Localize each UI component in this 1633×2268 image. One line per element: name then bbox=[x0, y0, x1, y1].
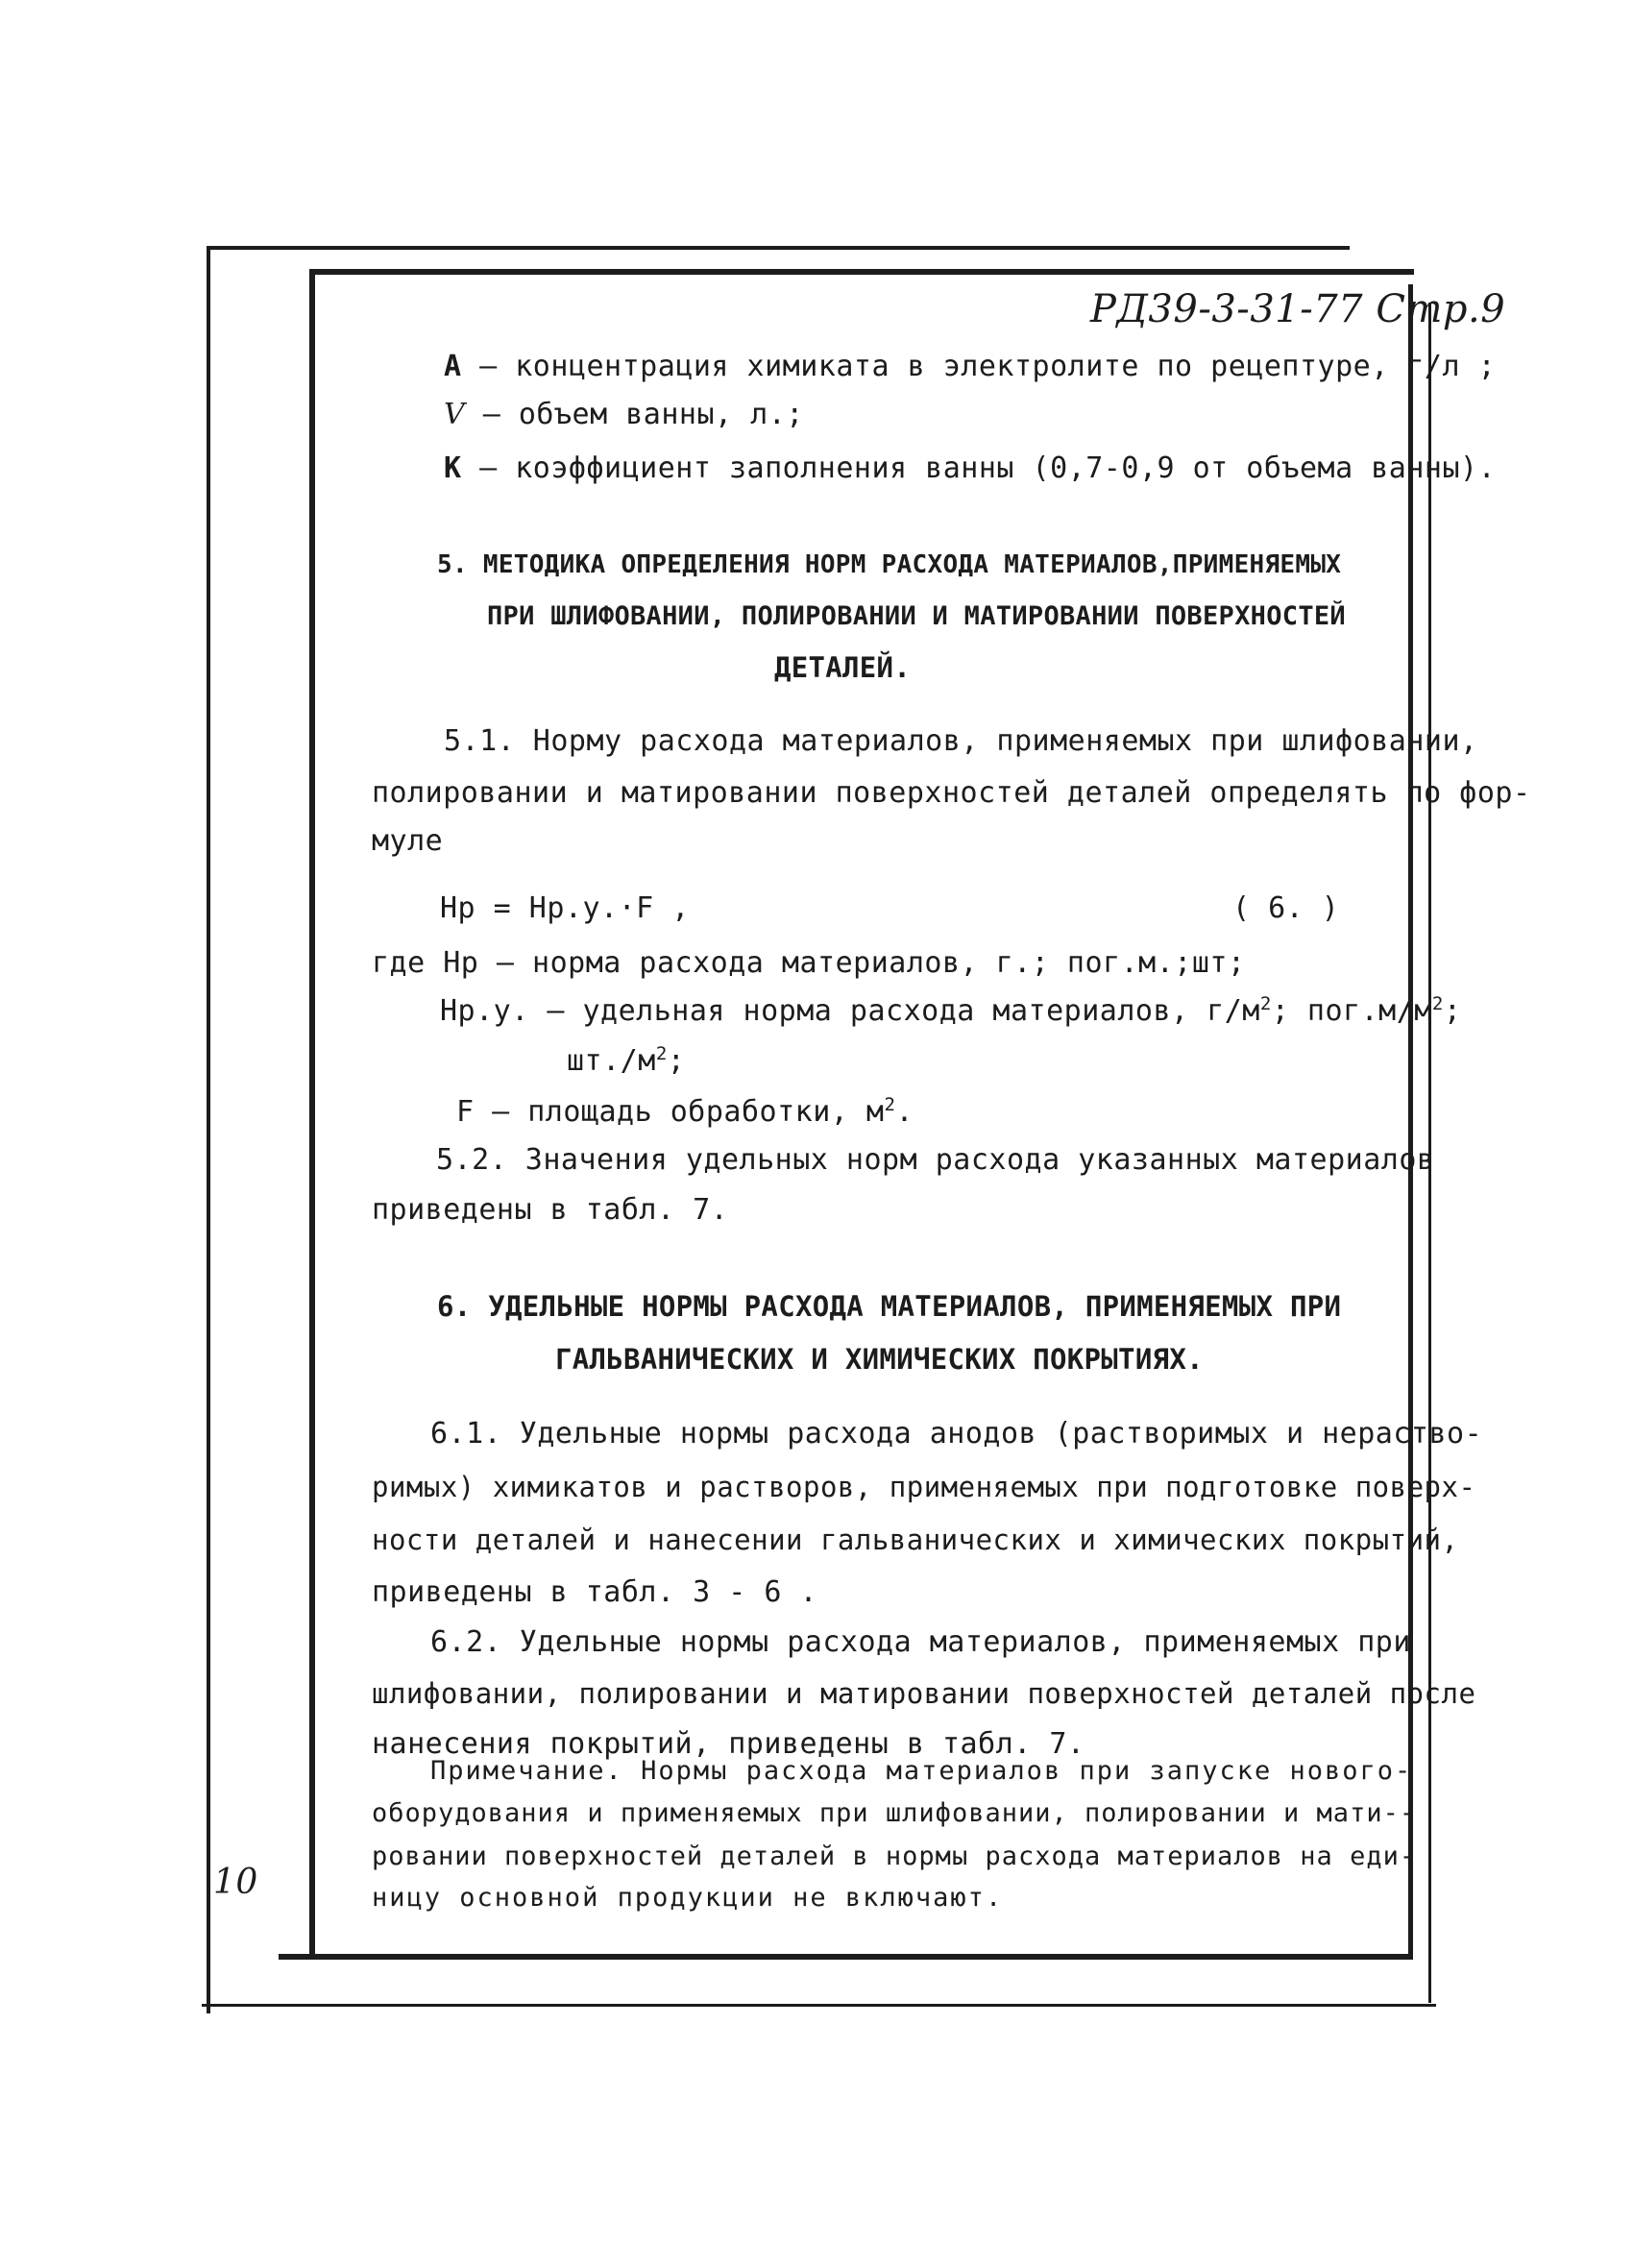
where-line-1: где Нр – норма расхода материалов, г.; пог.м.;шт; bbox=[372, 946, 1246, 980]
where-line-4: F – площадь обработки, $м^2$. bbox=[456, 1094, 914, 1129]
section-5-title-line-1: 5. МЕТОДИКА ОПРЕДЕЛЕНИЯ НОРМ РАСХОДА МАТЕРИАЛОВ,ПРИМЕНЯЕМЫХ bbox=[437, 550, 1342, 579]
definition-symbol: К bbox=[444, 451, 462, 485]
document-code: РД39-3-31-77 Стр.9 bbox=[1090, 287, 1506, 331]
where-line-2: Нр.у. – удельная норма расхода материалов, $г/м^2$; $пог.м/м^2$; bbox=[440, 993, 1462, 1028]
note-line-3: ровании поверхностей деталей в нормы расхода материалов на еди- bbox=[372, 1841, 1417, 1871]
definition-line: А – концентрация химиката в электролите по рецептуре, г/л ; bbox=[444, 350, 1497, 383]
definition-text: концентрация химиката в электролите по рецептуре, г/л ; bbox=[515, 350, 1497, 383]
section-6-1-line-3: ности деталей и нанесении гальванических и химических покрытий, bbox=[372, 1524, 1459, 1556]
definition-text: объем ванны, л.; bbox=[518, 398, 804, 431]
outer-frame-left-line bbox=[207, 246, 210, 2013]
definition-symbol: А bbox=[444, 350, 462, 383]
formula: Нр = Нр.у.·F , bbox=[440, 891, 690, 925]
inner-frame-top-line bbox=[309, 269, 1414, 275]
margin-page-number: 10 bbox=[213, 1863, 258, 1902]
section-6-1-line-1: 6.1. Удельные нормы расхода анодов (растворимых и нераство- bbox=[430, 1417, 1483, 1451]
inner-frame-bottom-line bbox=[279, 1954, 1412, 1960]
section-6-title-line-2: ГАЛЬВАНИЧЕСКИХ И ХИМИЧЕСКИХ ПОКРЫТИЯХ. bbox=[555, 1343, 1204, 1376]
definition-line: К – коэффициент заполнения ванны (0,7-0,9 от объема ванны). bbox=[444, 451, 1497, 485]
note-line-1: Примечание. Нормы расхода материалов при запуске нового- bbox=[430, 1756, 1413, 1786]
definition-text: коэффициент заполнения ванны (0,7-0,9 от объема ванны). bbox=[515, 451, 1497, 485]
outer-frame-top-line bbox=[207, 246, 1350, 250]
section-5-title-line-3: ДЕТАЛЕЙ. bbox=[774, 651, 912, 684]
definition-line: V – объем ванны, л.; bbox=[444, 398, 804, 431]
section-6-2-line-3: нанесения покрытий, приведены в табл. 7. bbox=[372, 1727, 1085, 1761]
section-5-2-line-1: 5.2. Значения удельных норм расхода указанных материалов bbox=[436, 1143, 1435, 1177]
section-6-1-line-4: приведены в табл. 3 - 6 . bbox=[372, 1575, 818, 1609]
note-line-2: оборудования и применяемых при шлифовании, полировании и мати-- bbox=[372, 1798, 1417, 1828]
section-5-2-line-2: приведены в табл. 7. bbox=[372, 1193, 729, 1227]
section-5-1-line-1: 5.1. Норму расхода материалов, применяемых при шлифовании, bbox=[444, 724, 1478, 758]
section-6-title-line-1: 6. УДЕЛЬНЫЕ НОРМЫ РАСХОДА МАТЕРИАЛОВ, ПРИМЕНЯЕМЫХ ПРИ bbox=[437, 1290, 1342, 1323]
section-5-title-line-2: ПРИ ШЛИФОВАНИИ, ПОЛИРОВАНИИ И МАТИРОВАНИИ ПОВЕРХНОСТЕЙ bbox=[487, 601, 1346, 631]
inner-frame-left-line bbox=[309, 269, 315, 1960]
formula-number: ( 6. ) bbox=[1232, 891, 1340, 925]
section-6-2-line-1: 6.2. Удельные нормы расхода материалов, применяемых при bbox=[430, 1625, 1411, 1659]
section-5-1-line-2: полировании и матировании поверхностей деталей определять по фор- bbox=[372, 776, 1531, 810]
definition-symbol: V bbox=[444, 398, 466, 431]
section-5-1-line-3: муле bbox=[372, 824, 444, 858]
section-6-2-line-2: шлифовании, полировании и матировании поверхностей деталей после bbox=[372, 1677, 1476, 1710]
outer-frame-bottom-line bbox=[202, 2004, 1436, 2007]
where-line-3: $шт./м^2$; bbox=[567, 1043, 686, 1078]
note-line-4: ницу основной продукции не включают. bbox=[372, 1883, 1004, 1913]
section-6-1-line-2: римых) химикатов и растворов, применяемых при подготовке поверх- bbox=[372, 1471, 1476, 1503]
